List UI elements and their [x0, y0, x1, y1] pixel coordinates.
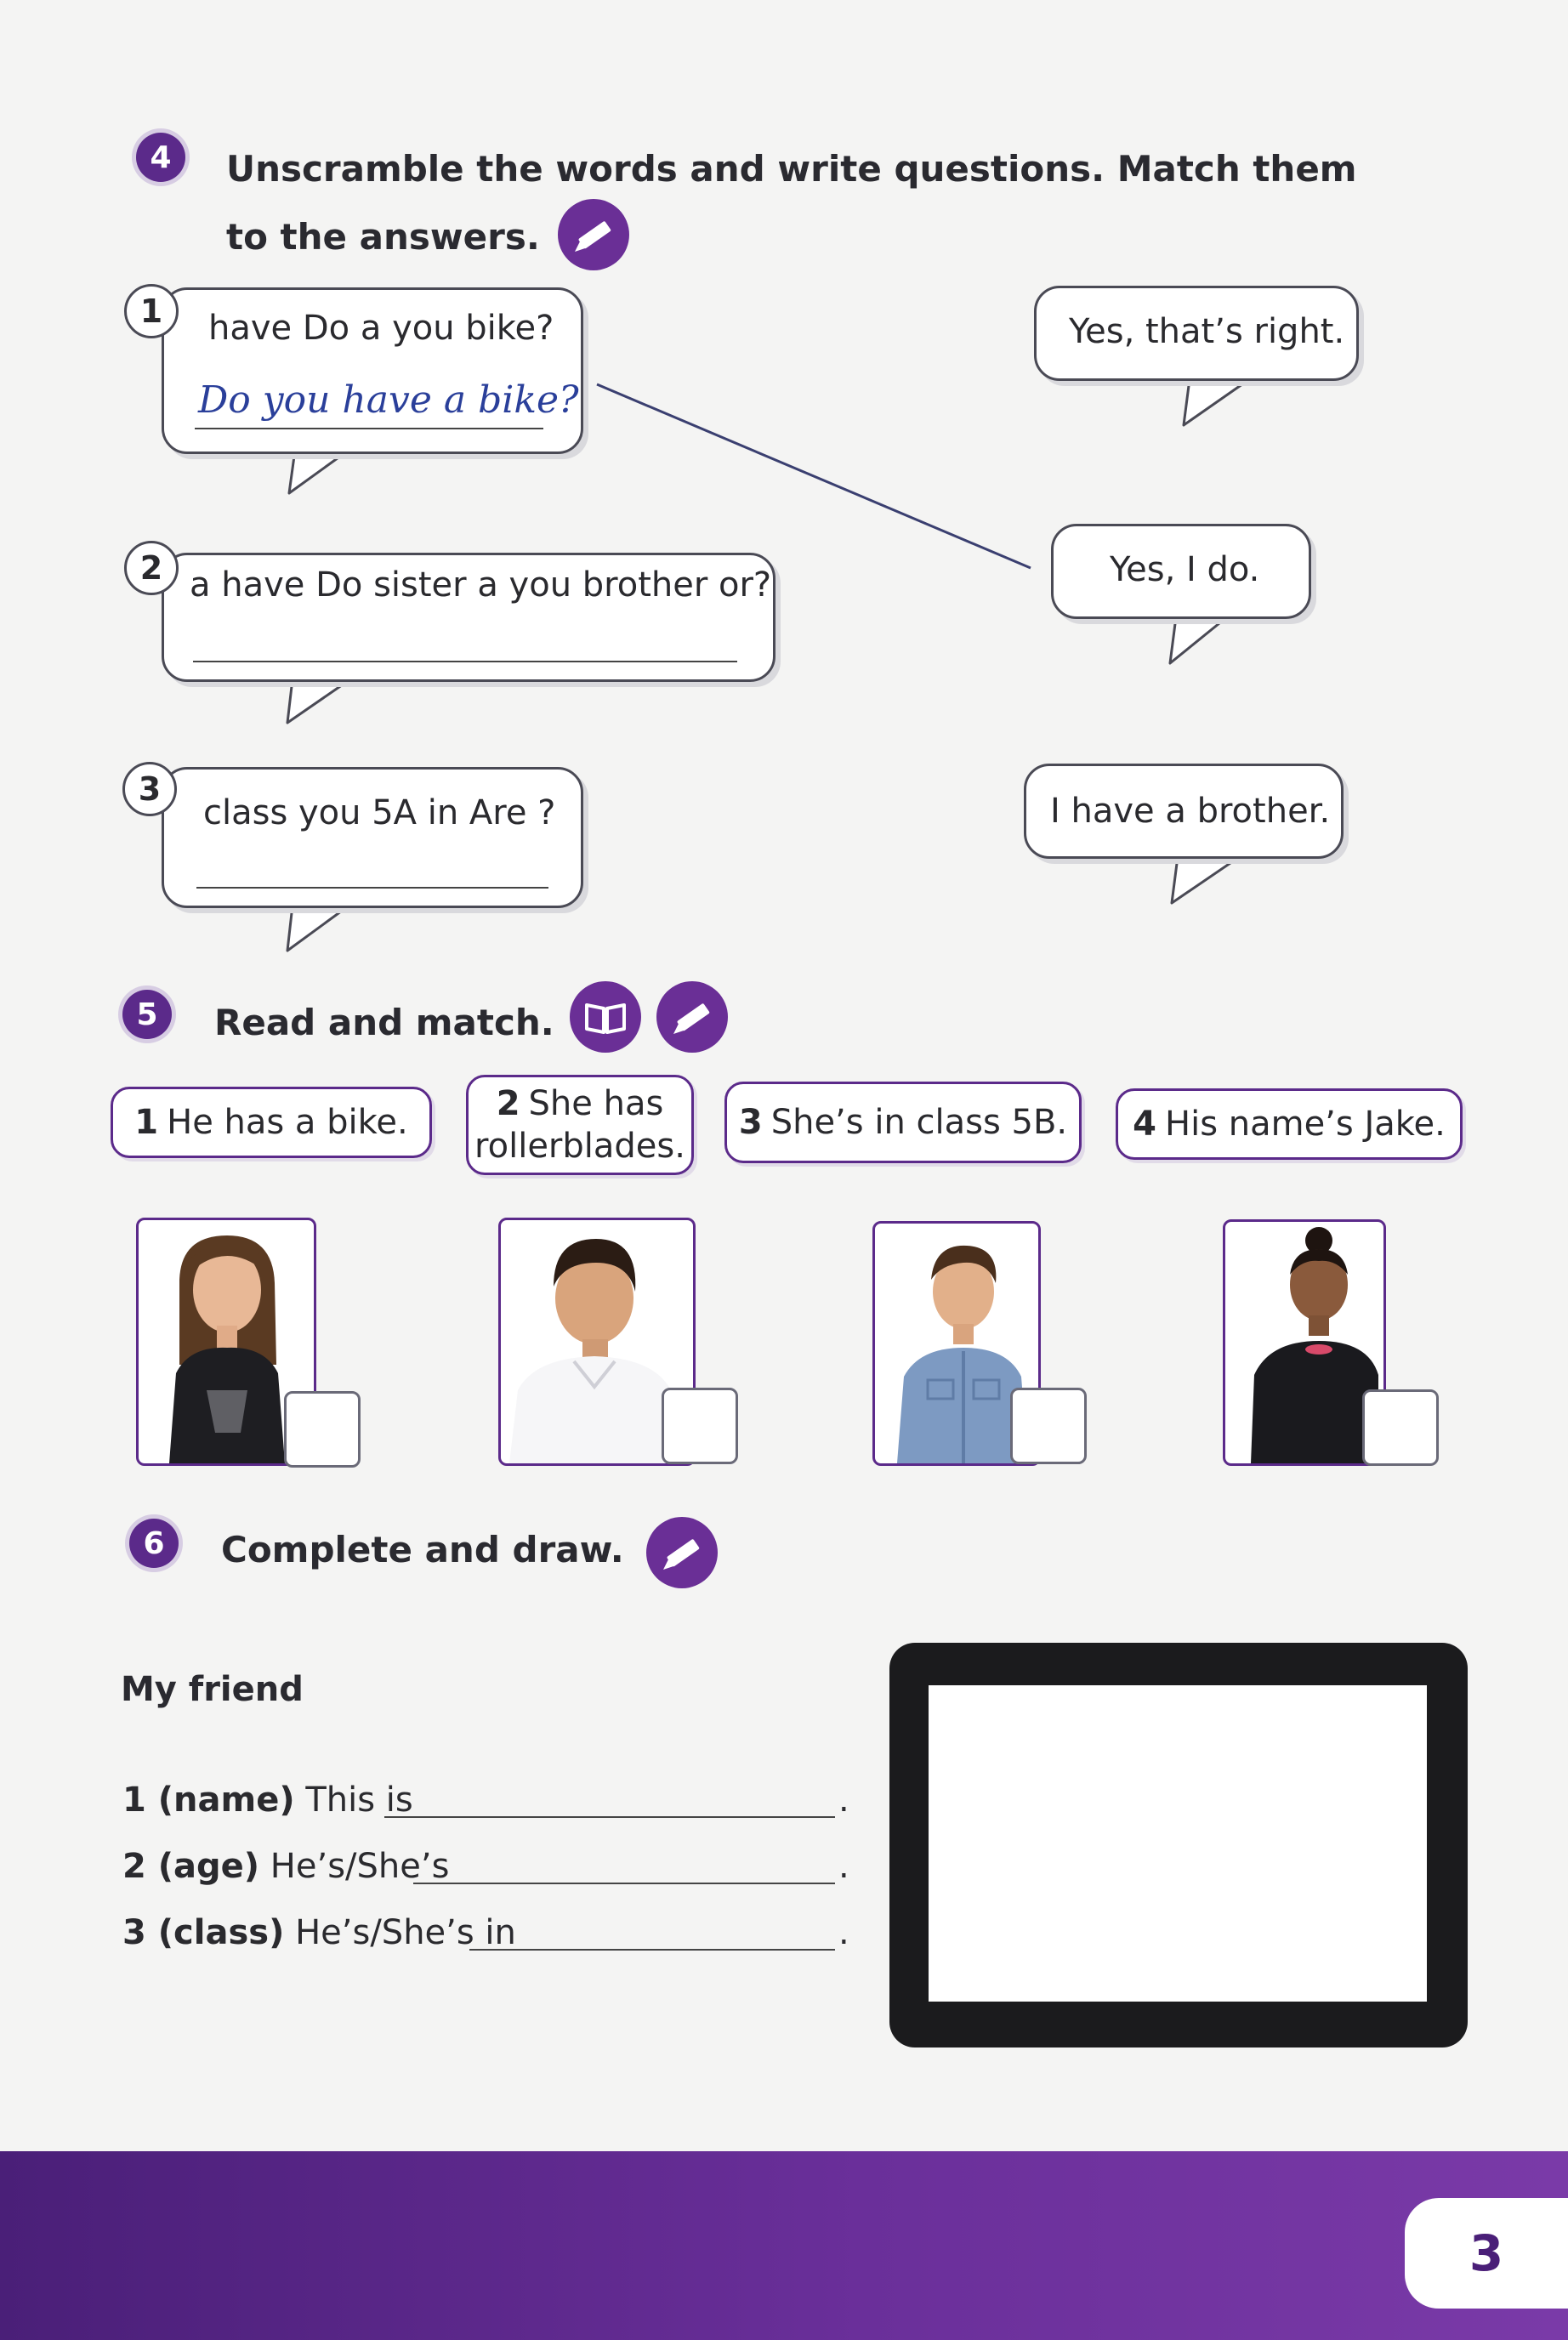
statement-1-number: 1	[134, 1103, 159, 1142]
question-2-number: 2	[124, 541, 179, 595]
question-3-scrambled: class you 5A in Are ?	[203, 793, 556, 832]
form-line-3-text: He’s/She’s in	[295, 1913, 516, 1952]
question-1-write-line	[195, 428, 543, 429]
statement-4-text: His name’s Jake.	[1165, 1105, 1446, 1144]
question-2-bubble	[162, 553, 775, 682]
answer-bubble-2	[1051, 524, 1311, 619]
section-5-title: Read and match.	[214, 1002, 554, 1043]
match-box-1[interactable]	[284, 1391, 361, 1468]
question-3-number: 3	[122, 762, 177, 816]
answer-2-text: Yes, I do.	[1110, 550, 1260, 589]
match-box-2[interactable]	[662, 1388, 738, 1464]
statement-2	[466, 1075, 694, 1175]
match-line	[597, 384, 1031, 568]
section-5-badge	[122, 990, 172, 1039]
form-line-1	[122, 1781, 413, 1820]
answer-bubble-3	[1024, 764, 1344, 859]
question-1-bubble	[162, 287, 583, 454]
section-4-number: 4	[150, 139, 172, 175]
form-line-2	[122, 1847, 449, 1886]
form-line-3-label: 3 (class)	[122, 1913, 285, 1952]
statement-3	[724, 1082, 1082, 1163]
form-line-2-label: 2 (age)	[122, 1847, 260, 1886]
statement-1-text: He has a bike.	[167, 1103, 408, 1142]
question-3-bubble	[162, 767, 583, 908]
form-line-1-end: .	[838, 1781, 849, 1820]
answer-1-text: Yes, that’s right.	[1069, 312, 1345, 351]
section-6-badge	[129, 1519, 179, 1568]
form-line-2-end: .	[838, 1847, 849, 1886]
match-box-4[interactable]	[1362, 1389, 1439, 1466]
drawing-area[interactable]	[929, 1685, 1427, 2002]
form-line-3	[122, 1913, 516, 1952]
page-number: 3	[1469, 2224, 1504, 2282]
statement-2-text-line2: rollerblades.	[474, 1127, 685, 1166]
answer-3-text: I have a brother.	[1050, 792, 1331, 831]
statement-1	[111, 1087, 432, 1158]
form-line-1-text: This is	[305, 1781, 413, 1820]
section-6-title: Complete and draw.	[221, 1529, 624, 1570]
section-6-subtitle: My friend	[121, 1670, 304, 1709]
answer-bubble-1	[1034, 286, 1359, 381]
page-number-tab	[1405, 2198, 1568, 2309]
statement-3-number: 3	[738, 1103, 763, 1142]
statement-2-text-line1: She has	[528, 1084, 664, 1123]
form-line-3-end: .	[838, 1913, 849, 1952]
statement-2-number: 2	[496, 1084, 520, 1123]
form-line-1-label: 1 (name)	[122, 1781, 295, 1820]
class-blank[interactable]	[469, 1949, 835, 1951]
question-3-write-line[interactable]	[196, 887, 548, 889]
pencil-icon	[656, 981, 728, 1053]
question-2-scrambled: a have Do sister a you brother or?	[190, 565, 772, 605]
name-blank[interactable]	[384, 1816, 835, 1818]
statement-3-text: She’s in class 5B.	[770, 1103, 1068, 1142]
pencil-icon	[646, 1517, 718, 1588]
section-4-title-line1: Unscramble the words and write questions. Match them	[226, 148, 1357, 190]
book-icon	[570, 981, 641, 1053]
question-1-answer[interactable]: Do you have a bike?	[198, 378, 579, 422]
age-blank[interactable]	[413, 1883, 835, 1884]
match-box-3[interactable]	[1010, 1388, 1087, 1464]
section-4-title-line2: to the answers.	[226, 216, 540, 258]
statement-4	[1116, 1088, 1463, 1160]
footer-band	[0, 2151, 1568, 2340]
question-1-number: 1	[124, 284, 179, 338]
section-6-number: 6	[143, 1525, 165, 1561]
question-1-scrambled: have Do a you bike?	[208, 309, 554, 348]
section-5-number: 5	[136, 997, 158, 1032]
drawing-frame	[889, 1643, 1468, 2048]
girl-dark-top-illustration	[1225, 1222, 1383, 1463]
question-2-write-line[interactable]	[193, 661, 737, 662]
form-line-2-text: He’s/She’s	[270, 1847, 450, 1886]
statement-4-number: 4	[1133, 1105, 1156, 1144]
